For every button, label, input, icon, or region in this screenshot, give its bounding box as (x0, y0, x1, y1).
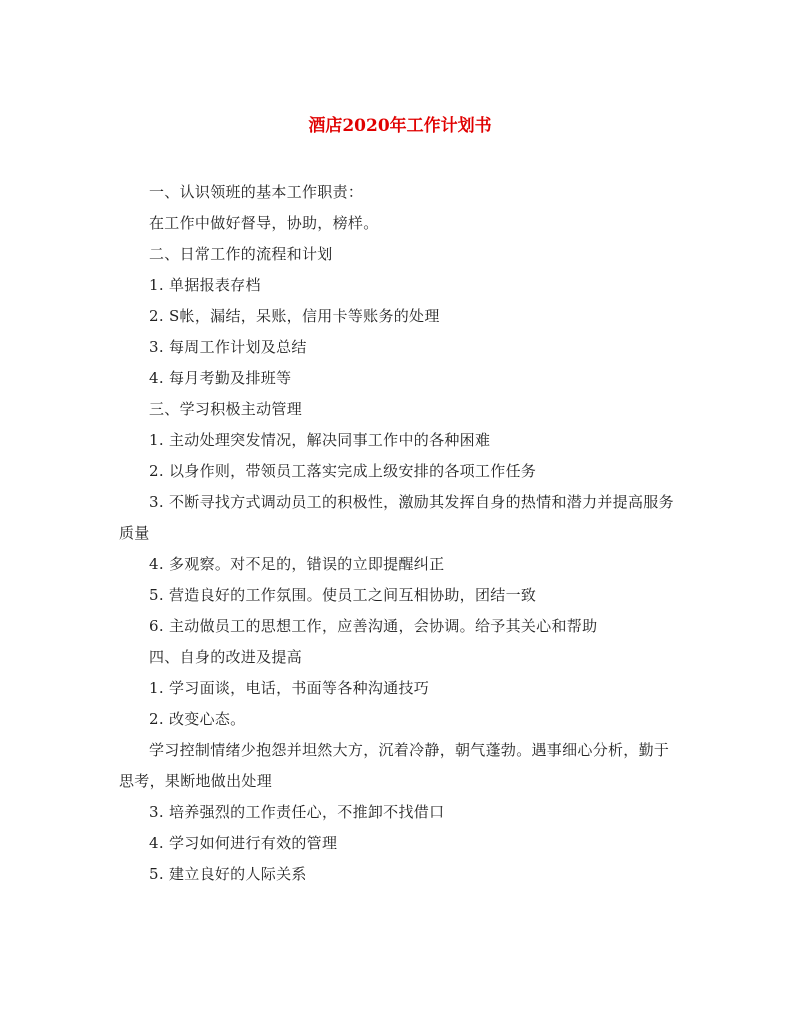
document-body (119, 177, 682, 890)
page-title: 酒店2020年工作计划书 (308, 116, 492, 136)
paragraph: 5. 营造良好的工作氛围。使员工之间互相协助，团结一致 (149, 586, 537, 604)
paragraph: 3. 每周工作计划及总结 (149, 338, 307, 356)
paragraph: 2. S帐，漏结，呆账，信用卡等账务的处理 (149, 307, 440, 325)
paragraph: 3. 不断寻找方式调动员工的积极性，激励其发挥自身的热情和潜力并提高服务质量 (119, 493, 674, 542)
paragraph: 2. 以身作则，带领员工落实完成上级安排的各项工作任务 (149, 462, 537, 480)
paragraph: 5. 建立良好的人际关系 (149, 865, 307, 883)
paragraph: 学习控制情绪少抱怨并坦然大方，沉着冷静，朝气蓬勃。遇事细心分析，勤于思考，果断地做出处理 (119, 741, 670, 790)
paragraph: 1. 单据报表存档 (149, 276, 261, 294)
paragraph: 1. 学习面谈，电话，书面等各种沟通技巧 (149, 679, 430, 697)
paragraph: 2. 改变心态。 (149, 710, 246, 728)
paragraph: 三、学习积极主动管理 (149, 400, 303, 418)
paragraph: 3. 培养强烈的工作责任心，不推卸不找借口 (149, 803, 445, 821)
paragraph: 一、认识领班的基本工作职责： (149, 183, 364, 201)
paragraph: 6. 主动做员工的思想工作，应善沟通，会协调。给予其关心和帮助 (149, 617, 598, 635)
paragraph: 在工作中做好督导，协助，榜样。 (149, 214, 379, 232)
paragraph: 1. 主动处理突发情况，解决同事工作中的各种困难 (149, 431, 491, 449)
paragraph: 4. 学习如何进行有效的管理 (149, 834, 338, 852)
paragraph: 四、自身的改进及提高 (149, 648, 303, 666)
paragraph: 4. 多观察。对不足的，错误的立即提醒纠正 (149, 555, 445, 573)
paragraph: 4. 每月考勤及排班等 (149, 369, 292, 387)
paragraph: 二、日常工作的流程和计划 (149, 245, 333, 263)
